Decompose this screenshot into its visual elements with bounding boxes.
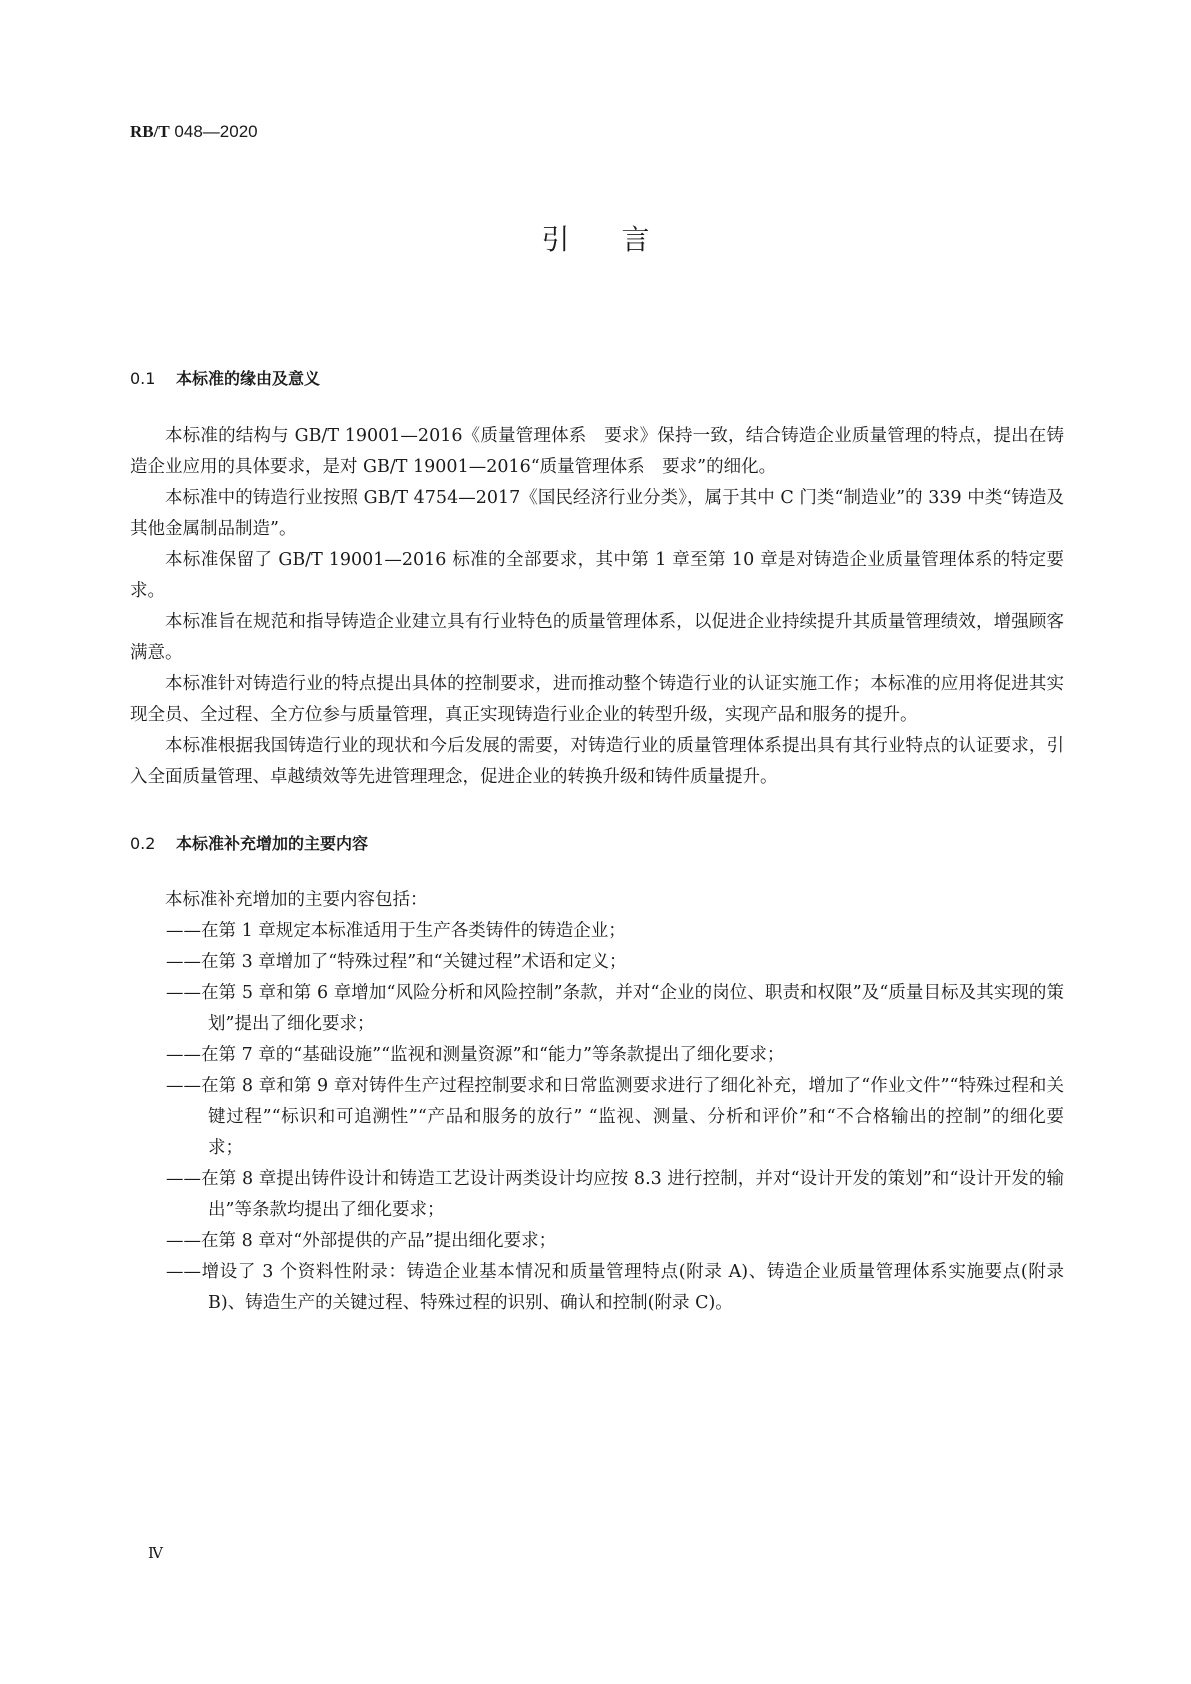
list-item: ——在第 7 章的“基础设施”“监视和测量资源”和“能力”等条款提出了细化要求； bbox=[166, 1045, 785, 1065]
paragraph: 本标准中的铸造行业按照 GB/T 4754—2017《国民经济行业分类》，属于其中 C 门类“制造业”的 339 中类“铸造及其他金属制品制造”。 bbox=[130, 488, 1064, 539]
page-title: 引言 bbox=[541, 223, 702, 256]
section-1-body bbox=[130, 421, 1064, 793]
standard-code bbox=[130, 122, 258, 142]
list-item: ——在第 8 章和第 9 章对铸件生产过程控制要求和日常监测要求进行了细化补充，增加了“作业文件”“特殊过程和关键过程”“标识和可追溯性”“产品和服务的放行” “监视、测量、分析和评价”和“不合格输出的控制”的细化要求； bbox=[166, 1076, 1064, 1158]
list-item: ——在第 8 章提出铸件设计和铸造工艺设计两类设计均应按 8.3 进行控制，并对“设计开发的策划”和“设计开发的输出”等条款均提出了细化要求； bbox=[166, 1169, 1064, 1220]
list-item: ——在第 1 章规定本标准适用于生产各类铸件的铸造企业； bbox=[166, 921, 626, 941]
standard-code-prefix: RB/T bbox=[130, 122, 170, 141]
paragraph: 本标准保留了 GB/T 19001—2016 标准的全部要求，其中第 1 章至第 10 章是对铸造企业质量管理体系的特定要求。 bbox=[130, 550, 1064, 601]
intro-paragraph: 本标准补充增加的主要内容包括： bbox=[165, 890, 428, 910]
section-number: 0.2 bbox=[130, 834, 156, 853]
paragraph: 本标准的结构与 GB/T 19001—2016《质量管理体系 要求》保持一致，结合铸造企业质量管理的特点，提出在铸造企业应用的具体要求，是对 GB/T 19001—2016“质量管理体系 要求”的细化。 bbox=[130, 426, 1064, 477]
paragraph: 本标准针对铸造行业的特点提出具体的控制要求，进而推动整个铸造行业的认证实施工作；本标准的应用将促进其实现全员、全过程、全方位参与质量管理，真正实现铸造行业企业的转型升级，实现产品和服务的提升。 bbox=[130, 674, 1064, 725]
section-heading-0-2 bbox=[130, 831, 368, 854]
section-2-body bbox=[130, 885, 1064, 1319]
section-title: 本标准补充增加的主要内容 bbox=[176, 834, 369, 853]
page-number: Ⅳ bbox=[148, 1544, 163, 1562]
list-item: ——在第 8 章对“外部提供的产品”提出细化要求； bbox=[166, 1231, 557, 1251]
list-item: ——在第 5 章和第 6 章增加“风险分析和风险控制”条款，并对“企业的岗位、职责和权限”及“质量目标及其实现的策划”提出了细化要求； bbox=[166, 983, 1064, 1034]
section-heading-0-1 bbox=[130, 366, 320, 389]
standard-code-number: 048—2020 bbox=[174, 122, 258, 141]
section-title: 本标准的缘由及意义 bbox=[176, 369, 321, 388]
paragraph: 本标准旨在规范和指导铸造企业建立具有行业特色的质量管理体系，以促进企业持续提升其质量管理绩效，增强顾客满意。 bbox=[130, 612, 1064, 663]
section-number: 0.1 bbox=[130, 369, 156, 388]
paragraph: 本标准根据我国铸造行业的现状和今后发展的需要，对铸造行业的质量管理体系提出具有其行业特点的认证要求，引入全面质量管理、卓越绩效等先进管理理念，促进企业的转换升级和铸件质量提升。 bbox=[130, 736, 1064, 787]
list-item: ——在第 3 章增加了“特殊过程”和“关键过程”术语和定义； bbox=[166, 952, 627, 972]
list-item: ——增设了 3 个资料性附录：铸造企业基本情况和质量管理特点(附录 A)、铸造企业质量管理体系实施要点(附录 B)、铸造生产的关键过程、特殊过程的识别、确认和控制(附录 C)。 bbox=[166, 1262, 1064, 1313]
